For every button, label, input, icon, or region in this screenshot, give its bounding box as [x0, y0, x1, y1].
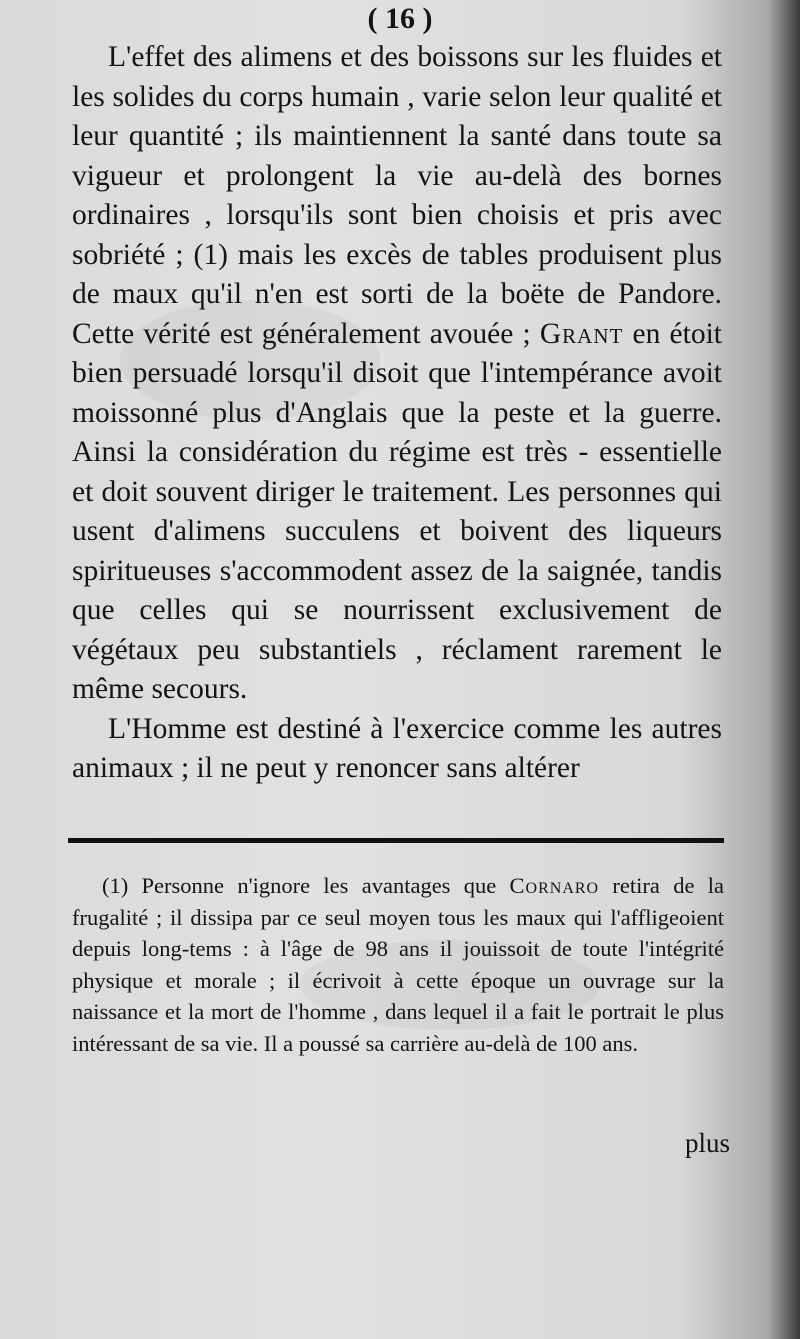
- footnote-paragraph: [72, 870, 724, 1059]
- catchword: plus: [684, 1128, 730, 1158]
- author-name: Cornaro: [509, 873, 600, 898]
- author-name: Grant: [539, 317, 624, 350]
- footnote: [72, 870, 724, 1059]
- page-number: ( 16 ): [367, 2, 433, 35]
- footnote-text: retira de la frugalité ; il dissipa par ce seul moyen tous les maux qui l'affligeoient depuis long-tems : à l'âge de 98 ans il jouissoit de toute l'intégrité physique et morale ; il écrivoit à cette époque un ouvrage sur la naissance et la mort de l'homme , dans lequel il a fait le portrait le plus intéressant de sa vie. Il a poussé sa carrière au-delà de 100 ans.: [72, 873, 724, 1056]
- paragraph-text: en étoit bien persuadé lorsqu'il disoit que l'intempérance avoit moissonné plus d'Anglais que la peste et la guerre. Ainsi la considération du régime est très - essentielle et doit souvent diriger le traitement. Les personnes qui usent d'alimens succulens et boivent des liqueurs spiritueuses s'accommodent assez de la saignée, tandis que celles qui se nourrissent exclusivement de végétaux peu substantiels , réclament rarement le même secours.: [72, 317, 722, 705]
- main-text: [72, 38, 722, 789]
- paragraph: L'Homme est destiné à l'exercice comme les autres animaux ; il ne peut y renoncer sans altérer: [72, 712, 722, 784]
- footnote-divider: [68, 838, 724, 843]
- paragraph-text: L'effet des alimens et des boissons sur les fluides et les solides du corps humain , varie selon leur qualité et leur quantité ; ils maintiennent la santé dans toute sa vigueur et prolongent la vie au-delà des bornes ordinaires , lorsqu'ils sont bien choisis et pris avec sobriété ; (1) mais les excès de tables produisent plus de maux qu'il n'en est sorti de la boëte de Pandore. Cette vérité est généralement avouée ;: [72, 41, 722, 350]
- paragraph: [72, 38, 722, 710]
- footnote-text: (1) Personne n'ignore les avantages que: [102, 873, 510, 898]
